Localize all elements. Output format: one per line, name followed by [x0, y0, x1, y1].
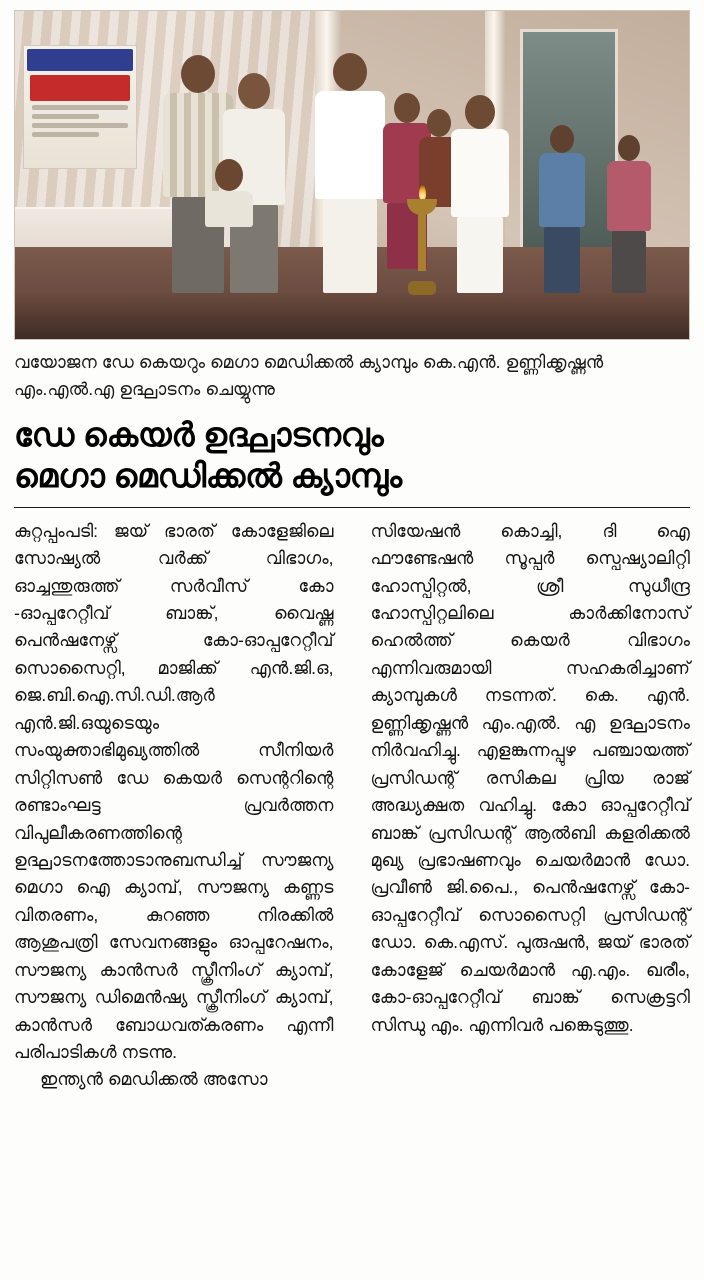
- article-column-left: [14, 518, 334, 1094]
- ceremonial-lamp: [407, 187, 437, 295]
- article-body: [14, 518, 690, 1094]
- photo-caption: വയോജന ഡേ കെയറും മെഗാ മെഡിക്കൽ ക്യാമ്പും കെ.എൻ. ഉണ്ണിക്കൃഷ്ണൻ എം.എൽ.എ ഉദ്ഘാടനം ചെയ്യുന്നു: [14, 352, 604, 399]
- article-column-right: [370, 518, 690, 1094]
- photo-person-8: [539, 125, 585, 293]
- article-paragraph-1-tail: ഇന്ത്യൻ മെഡിക്കൽ അസോ: [40, 1069, 268, 1090]
- photo-person-9: [607, 135, 651, 293]
- news-photo: [14, 10, 690, 340]
- photo-person-4: [315, 53, 385, 293]
- headline-line-2: മെഗാ മെഡിക്കൽ ക്യാമ്പും: [14, 457, 402, 495]
- event-banner: [23, 45, 137, 169]
- article-paragraph-1: കുറ്റപ്പംപടി: ജയ് ഭാരത് കോളേജിലെ സോഷ്യൽ വർക്ക് വിഭാഗം, ഓച്ചന്തുരുത്ത് സർവീസ് കോ -ഓപ്പറേറ്റീവ് ബാങ്ക്, വൈഷ്ണ പെൻഷനേഴ്സ് കോ-ഓപ്പറേറ്റീവ് സൊസൈറ്റി, മാജിക്ക് എൻ.ജി.ഒ, ജെ.ബി.ഐ.സി.ഡി.ആർ എൻ.ജി.ഒയുടെയും സംയുക്താഭിമുഖ്യത്തിൽ സീനിയർ സിറ്റിസൺ ഡേ കെയർ സെന്ററിന്റെ രണ്ടാംഘട്ട പ്രവർത്തന വിപുലീകരണത്തിന്റെ ഉദ്ഘാടനത്തോടാനുബന്ധിച്ച് സൗജന്യ മെഗാ ഐ ക്യാമ്പ്, സൗജന്യ കണ്ണട വിതരണം, കുറഞ്ഞ നിരക്കിൽ ആശുപത്രി സേവനങ്ങളും ഓപ്പറേഷനം, സൗജന്യ കാൻസർ സ്ക്രീനിംഗ് ക്യാമ്പ്, സൗജന്യ ഡിമെൻഷ്യ സ്ക്രീനിംഗ് ക്യാമ്പ്, കാൻസർ ബോധവത്കരണം എന്നീ പരിപാടികൾ നടന്നു.: [14, 520, 334, 1062]
- column-divider: [352, 518, 353, 1094]
- photo-person-7: [451, 95, 509, 293]
- headline-divider: [14, 507, 690, 508]
- photo-foreground-floor: [15, 293, 689, 339]
- photo-person-3: [205, 159, 253, 219]
- headline-line-1: ഡേ കെയർ ഉദ്ഘാടനവും: [14, 416, 384, 454]
- page-title: [14, 414, 690, 497]
- article-paragraph-2: സിയേഷൻ കൊച്ചി, ദി ഐ ഫൗണ്ടേഷൻ സൂപ്പർ സ്പെഷ്യാലിറ്റി ഹോസ്പിറ്റൽ, ശ്രീ സുധീന്ദ്ര ഹോസ്പിറ്റലിലെ കാർക്കിനോസ് ഹെൽത്ത് കെയർ വിഭാഗം എന്നിവരുമായി സഹകരിച്ചാണ് ക്യാമ്പുകൾ നടന്നത്. കെ. എൻ. ഉണ്ണിക്കൃഷ്ണൻ എം.എൽ. എ ഉദ്ഘാടനം നിർവഹിച്ചു. എളങ്കുന്നപ്പുഴ പഞ്ചായത്ത് പ്രസിഡന്റ് രസികല പ്രിയ രാജ് അദ്ധ്യക്ഷത വഹിച്ചു. കോ ഓപ്പറേറ്റീവ് ബാങ്ക് പ്രസിഡന്റ് ആൽബി കളരിക്കൽ മുഖ്യ പ്രഭാഷണവും ചെയർമാൻ ഡോ. പ്രവീൺ ജി.പൈ., പെൻഷനേഴ്സ് കോ- ഓപ്പറേറ്റീവ് സൊസൈറ്റി പ്രസിഡന്റ് ഡോ. കെ.എസ്. പുരുഷൻ, ജയ് ഭാരത് കോളേജ് ചെയർമാൻ എ.എം. ഖരീം, കോ-ഓപ്പറേറ്റീവ് ബാങ്ക് സെക്രട്ടറി സിന്ധു എം. എന്നിവർ പങ്കെടുത്തു.: [370, 520, 690, 1035]
